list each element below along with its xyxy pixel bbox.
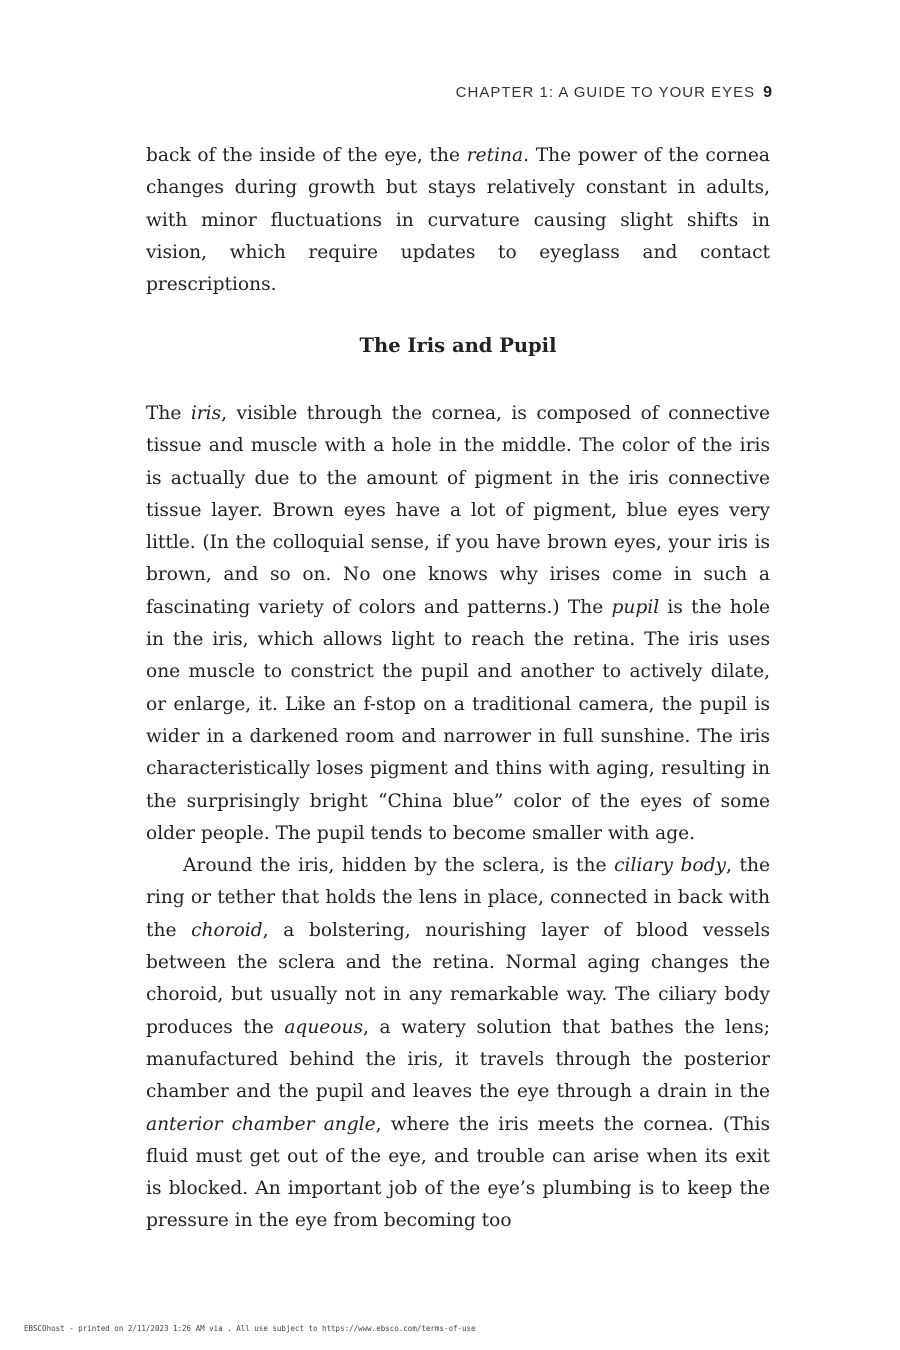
- term-retina: retina: [466, 145, 524, 166]
- page-number: 9: [763, 84, 772, 101]
- opening-paragraph-block: [146, 140, 770, 301]
- term-aqueous: aqueous: [284, 1016, 364, 1038]
- text-run: , where the iris meets the cornea. (This fluid must get out of the eye, and trouble can arise when its exit is blocked. An important job of the eye’s plumbing is to keep the pressure in the eye from becoming too: [146, 1113, 770, 1232]
- term-iris: iris: [190, 403, 222, 424]
- text-run: . The power of the cornea changes during growth but stays relatively constant in adults, with minor fluctuations in curvature causing slight shifts in vision, which require updates to eyeglass and contact prescriptions.: [146, 145, 770, 296]
- text-run: , a watery solution that bathes the lens; manufactured behind the iris, it travels through the posterior chamber and the pupil and leaves the eye through a drain in the: [146, 1016, 770, 1103]
- text-run: back of the inside of the eye, the: [146, 145, 467, 166]
- print-footer: EBSCOhost - printed on 2/11/2023 1:26 AM via . All use subject to https://www.ebsco.com/terms-of-use: [24, 1324, 476, 1333]
- text-run: , the ring or tether that holds the lens in place, connected in back with the: [146, 855, 770, 941]
- section-body: [146, 398, 770, 1238]
- paragraph: [146, 140, 770, 301]
- paragraph: [146, 398, 770, 850]
- term-ciliary-body: ciliary body: [614, 855, 726, 877]
- text-run: , visible through the cornea, is composed of connective tissue and muscle with a hole in the middle. The color of the iris is actually due to the amount of pigment in the iris connective tissue layer. Brown eyes have a lot of pigment, blue eyes very little. (In the colloquial sense, if you have brown eyes, your iris is brown, and so on. No one knows why irises come in such a fascinating variety of colors and patterns.) The: [146, 403, 770, 618]
- term-anterior-chamber-angle: anterior chamber angle: [146, 1113, 376, 1135]
- section-heading: The Iris and Pupil: [359, 334, 557, 357]
- text-run: , a bolstering, nourishing layer of blood vessels between the sclera and the retina. Normal aging changes the choroid, but usually not in any remarkable way. The ciliary body produces the: [146, 919, 770, 1038]
- text-run: Around the iris, hidden by the sclera, is the: [183, 855, 615, 877]
- paragraph: [146, 850, 770, 1238]
- text-run: is the hole in the iris, which allows light to reach the retina. The iris uses one muscle to constrict the pupil and another to actively dilate, or enlarge, it. Like an f-stop on a traditional camera, the pupil is wider in a darkened room and narrower in full sunshine. The iris characteristically loses pigment and thins with aging, resulting in the surprisingly bright “China blue” color of the eyes of some older people. The pupil tends to become smaller with age.: [146, 596, 770, 844]
- chapter-title: CHAPTER 1: A GUIDE TO YOUR EYES: [455, 84, 756, 101]
- running-header: [456, 84, 772, 102]
- text-run: The: [146, 403, 191, 424]
- term-pupil: pupil: [611, 596, 660, 618]
- term-choroid: choroid: [191, 919, 263, 941]
